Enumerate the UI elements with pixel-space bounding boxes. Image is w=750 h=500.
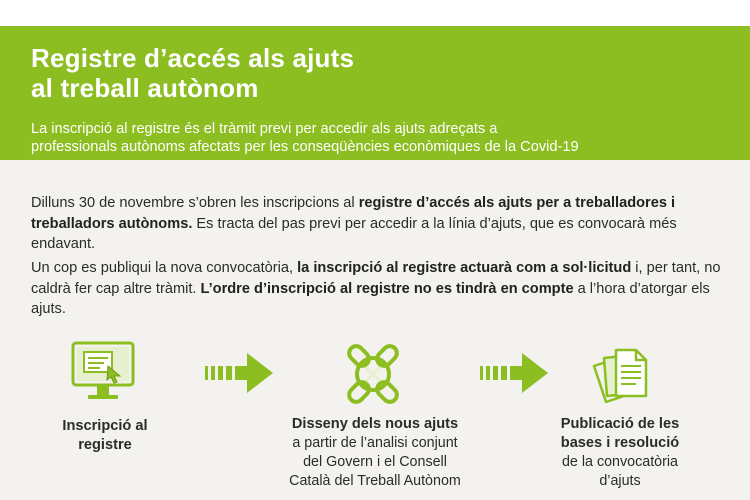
arrow-right-icon (480, 350, 550, 396)
title-line-2: al treball autònom (31, 73, 259, 103)
details-text-3: a l’hora d’atorgar els ajuts. (31, 280, 710, 317)
intro-text-1: Dilluns 30 de novembre s’obren les inscripcions al (31, 195, 359, 211)
details-bold-2: L’ordre d’inscripció al registre no es tindrà en compte (200, 280, 574, 297)
step-1-label (30, 417, 180, 455)
top-strip (0, 0, 750, 26)
computer-icon (70, 340, 136, 402)
title-line-1: Registre d’accés als ajuts (31, 43, 355, 73)
step-3-title-line-1: Publicació de les (560, 416, 680, 432)
details-bold-1: la inscripció al registre actuarà com a sol·licitud (297, 260, 632, 276)
step-2-desc-line-1: a partir de l’analisi conjunt (292, 435, 458, 451)
intro-paragraph (31, 193, 721, 255)
subtitle-line-1: La inscripció al registre és el tràmit previ per accedir als ajuts adreçats a (31, 121, 498, 137)
arrow-right-icon (205, 350, 275, 396)
intro-text-2: Es tracta del pas previ per accedir a la línia d’ajuts, que es convocarà més endavant. (31, 215, 677, 252)
chain-link-icon (342, 343, 404, 405)
subtitle-line-2: professionals autònoms afectats per les conseqüències econòmiques de la Covid-19 (31, 139, 579, 155)
page-subtitle (31, 120, 731, 156)
header-banner (0, 26, 750, 160)
page-title (31, 43, 354, 103)
intro-bold-1: registre d’accés als ajuts per a treballadores i treballadors autònoms. (31, 195, 676, 232)
details-paragraph (31, 258, 721, 320)
step-3-desc-line-2: d’ajuts (599, 473, 641, 489)
details-text-2: i, per tant, no caldrà fer cap altre tràmit. (31, 260, 721, 297)
step-3-label (535, 415, 705, 491)
step-3-desc-line-1: de la convocatòria (561, 454, 679, 470)
step-2-desc-line-2: del Govern i el Consell (303, 454, 447, 470)
step-2-desc-line-3: Català del Treball Autònom (289, 473, 461, 489)
step-2-label (268, 415, 482, 491)
documents-icon (590, 346, 652, 408)
step-3-title-line-2: bases i resolució (560, 435, 680, 451)
step-2-title: Disseny dels nous ajuts (291, 416, 459, 432)
step-1-title-line-1: Inscripció al (62, 418, 148, 434)
step-1-title-line-2: registre (78, 437, 132, 453)
details-text-1: Un cop es publiqui la nova convocatòria, (31, 260, 298, 276)
